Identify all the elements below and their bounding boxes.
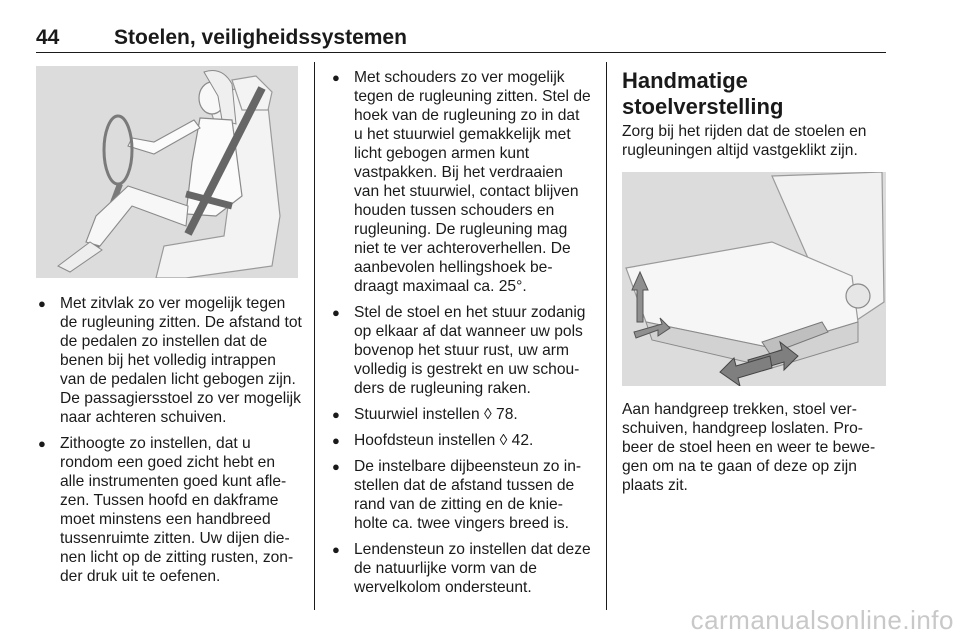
section-intro: Zorg bij het rijden dat de stoelen en rugleuningen altijd vastgeklikt zijn.	[622, 123, 867, 159]
instructions-list-1	[36, 294, 302, 586]
bullet-icon: ●	[38, 436, 46, 451]
page-title: Stoelen, veiligheidssystemen	[114, 26, 407, 49]
driver-seated-illustration	[36, 66, 298, 278]
bullet-icon: ●	[332, 433, 340, 448]
bullet-icon: ●	[332, 70, 340, 85]
list-item: ● Hoofdsteun instellen ◊ 42.	[332, 432, 534, 449]
list-item: ● Met zitvlak zo ver mogelijk tegen de rugleuning zitten. De afstand tot de pedalen zo instellen dat de benen bij het volledig intrappen van de pedalen licht gebogen zijn. De passagiersstoel zo ver mogelijk naar achteren schuiven.	[38, 295, 302, 426]
column-1	[36, 294, 302, 593]
bullet-icon: ●	[332, 407, 340, 422]
column-divider-1	[314, 62, 315, 610]
bullet-icon: ●	[332, 305, 340, 320]
instructions-list-2	[330, 68, 592, 597]
page-header	[36, 26, 886, 50]
list-item: ● De instelbare dijbeensteun zo in-stellen dat de afstand tussen de rand van de zitting en de knie-holte ca. twee vingers breed is.	[332, 458, 582, 532]
list-item: ● Stel de stoel en het stuur zodanig op elkaar af dat wanneer uw pols bovenop het stuur rust, uw arm volledig is gestrekt en uw schou-ders de rugleuning raken.	[332, 304, 586, 397]
figure-caption: Aan handgreep trekken, stoel ver-schuiven, handgreep loslaten. Pro-beer de stoel heen en weer te bewe-gen om na te gaan of deze op zijn plaats zit.	[622, 401, 876, 494]
bullet-icon: ●	[332, 542, 340, 557]
list-item: ● Met schouders zo ver mogelijk tegen de rugleuning zitten. Stel de hoek van de rugleuning zo in dat u het stuurwiel gemakkelijk met licht gebogen armen kunt vastpakken. Bij het verdraaien van het stuurwiel, contact blijven houden tussen schouders en rugleuning. De rugleuning mag niet te ver achteroverhellen. De aanbevolen hellingshoek be-draagt maximaal ca. 25°.	[332, 69, 591, 295]
bullet-icon: ●	[332, 459, 340, 474]
page-number: 44	[36, 26, 60, 49]
section-heading: Handmatige stoelverstelling	[622, 68, 784, 119]
header-divider	[36, 52, 886, 53]
list-item: ● Zithoogte zo instellen, dat u rondom een goed zicht hebt en alle instrumenten goed kunt afle-zen. Tussen hoofd en dakframe moet minstens een handbreed tussenruimte zitten. Uw dijen die-nen licht op de zitting rusten, zon-der druk uit te oefenen.	[38, 435, 294, 585]
seat-adjustment-illustration	[622, 172, 886, 386]
column-divider-2	[606, 62, 607, 610]
list-item: ● Stuurwiel instellen ◊ 78.	[332, 406, 518, 423]
list-item: ● Lendensteun zo instellen dat deze de natuurlijke vorm van de wervelkolom ondersteunt.	[332, 541, 591, 596]
column-2	[330, 68, 592, 604]
watermark: carmanualsonline.info	[690, 605, 954, 635]
bullet-icon: ●	[38, 296, 46, 311]
